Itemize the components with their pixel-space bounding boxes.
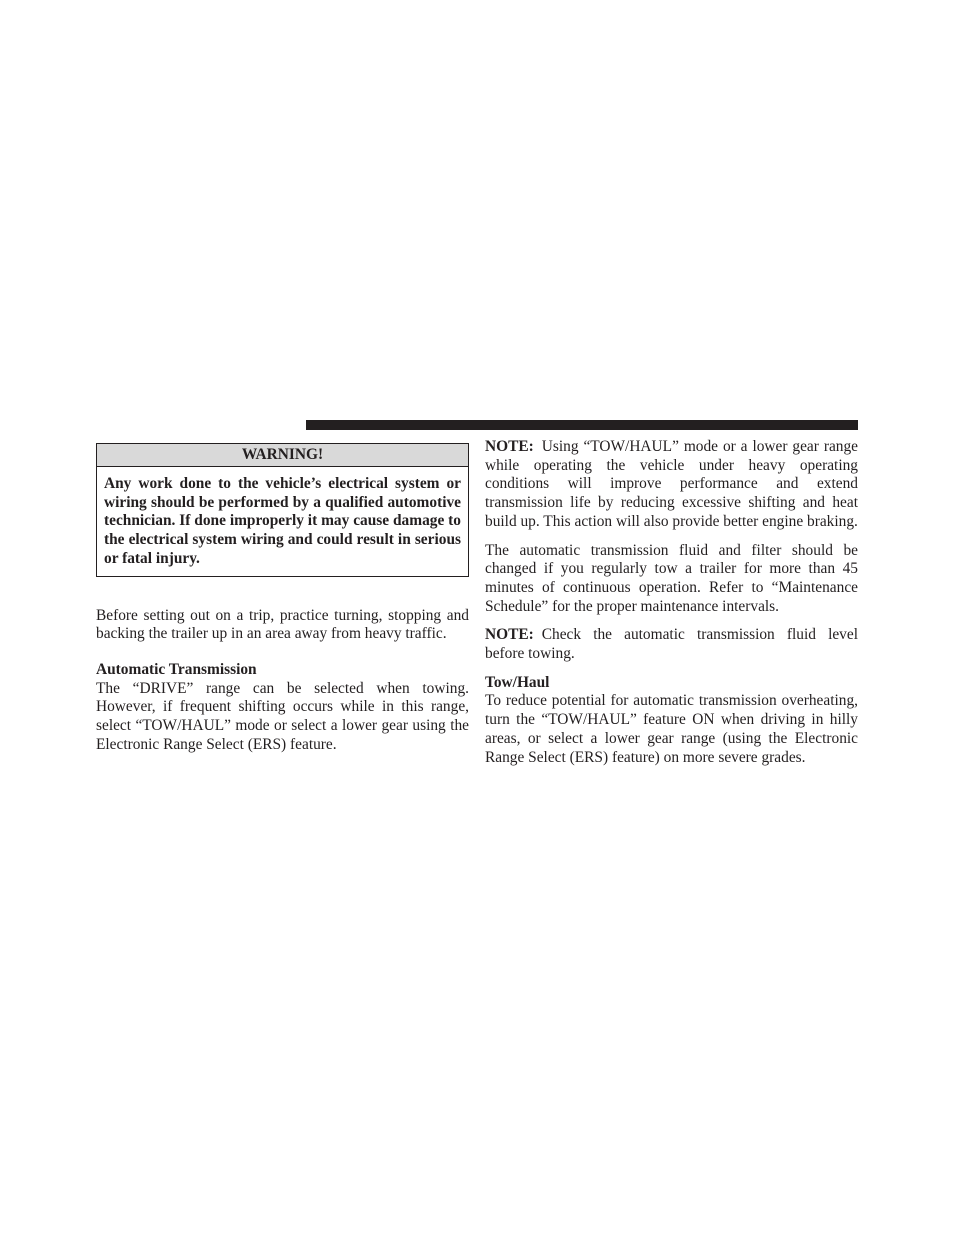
note-tow-haul-text: Using “TOW/HAUL” mode or a lower gear range while operating the vehicle under heavy operating conditions will improve performance and extend transmission life by reducing excessive shifting and heat build up. This action will also provide better engine braking. (485, 438, 858, 530)
intro-paragraph: Before setting out on a trip, practice turning, stopping and backing the trailer up in an area away from heavy traffic. (96, 606, 469, 643)
note-label: NOTE: (485, 438, 534, 455)
warning-body: Any work done to the vehicle’s electrical system or wiring should be performed by a qualified automotive technician. If done improperly it may cause damage to the electrical system wiring and could result in serious or fatal injury. (104, 475, 461, 567)
tow-haul-heading: Tow/Haul (485, 673, 550, 691)
note-fluid-level (485, 626, 858, 663)
warning-box (96, 443, 469, 577)
header-rule (306, 420, 858, 430)
tow-haul-paragraph: To reduce potential for automatic transmission overheating, turn the “TOW/HAUL” feature ON when driving in hilly areas, or select a lower gear range (using the Electronic Range Select (ERS) feature) on more severe grades. (485, 692, 858, 766)
automatic-transmission-heading: Automatic Transmission (96, 660, 257, 678)
automatic-transmission-paragraph: The “DRIVE” range can be selected when towing. However, if frequent shifting occurs while in this range, select “TOW/HAUL” mode or select a lower gear using the Electronic Range Select (ERS) feature. (96, 679, 469, 753)
right-column (485, 437, 858, 767)
fluid-filter-paragraph: The automatic transmission fluid and filter should be changed if you regularly tow a trailer for more than 45 minutes of continuous operation. Refer to “Maintenance Schedule” for the proper maintenance intervals. (485, 541, 858, 615)
note-label: NOTE: (485, 626, 534, 644)
note-tow-haul (485, 438, 858, 532)
left-column (96, 437, 469, 754)
note-fluid-level-text: Check the automatic transmission fluid level before towing. (485, 626, 858, 663)
warning-title: WARNING! (97, 444, 468, 467)
